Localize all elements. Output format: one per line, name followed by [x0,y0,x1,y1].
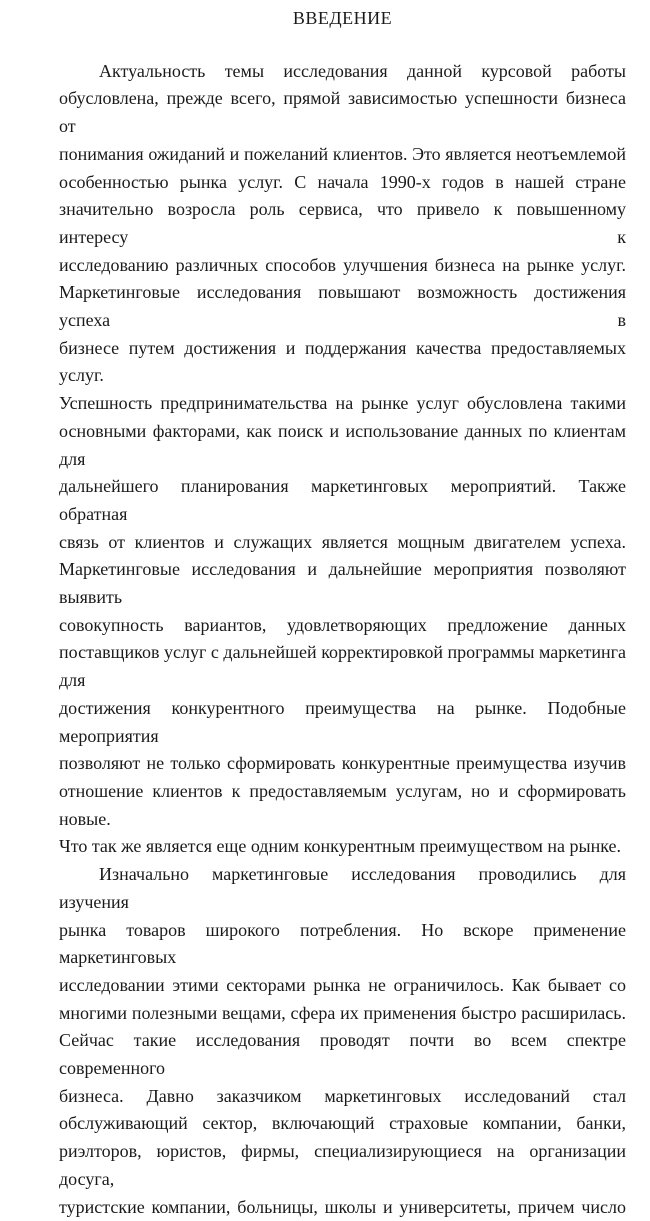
text-line: Маркетинговые исследования повышают возможность достижения успеха в [59,282,626,331]
text-line: исследовании этими секторами рынка не ограничилось. Как бывает со [59,974,626,995]
page-title: ВВЕДЕНИЕ [292,8,393,28]
document-body [59,58,626,1221]
text-line: многими полезными вещами, сфера их применения быстро расширилась. [59,1002,626,1023]
text-line: позволяют не только сформировать конкурентные преимущества изучив [59,753,626,774]
text-line: туристские компании, больницы, школы и университеты, причем число [59,1196,626,1217]
text-line: обусловлена, прежде всего, прямой зависимостью успешности бизнеса от [59,88,626,137]
text-line: исследованию различных способов улучшения бизнеса на рынке услуг. [59,254,626,275]
text-line: бизнеса. Давно заказчиком маркетинговых исследований стал [59,1085,626,1106]
text-line: Изначально маркетинговые исследования проводились для изучения [59,864,626,912]
text-line: поставщиков услуг с дальнейшей корректировкой программы маркетинга для [59,642,626,691]
text-line: основными факторами, как поиск и использование данных по клиентам для [59,420,626,469]
paragraph-2 [59,861,626,1221]
text-line: дальнейшего планирования маркетинговых мероприятий. Также обратная [59,476,626,524]
text-line: отношение клиентов к предоставляемым услугам, но и сформировать новые. [59,780,626,829]
text-line: значительно возросла роль сервиса, что привело к повышенному интересу к [59,199,626,247]
text-line: риэлторов, юристов, фирмы, специализирующиеся на организации досуга, [59,1141,626,1189]
text-line: Маркетинговые исследования и дальнейшие мероприятия позволяют выявить [59,559,626,608]
text-line: понимания ожиданий и пожеланий клиентов. Это является неотъемлемой [59,143,626,164]
text-line: Успешность предпринимательства на рынке услуг обусловлена такими [59,393,626,414]
text-line: Актуальность темы исследования данной курсовой работы [99,60,626,81]
text-line: обслуживающий сектор, включающий страховые компании, банки, [59,1113,626,1134]
text-line: бизнесе путем достижения и поддержания качества предоставляемых услуг. [59,337,626,386]
text-line: особенностью рынка услуг. С начала 1990-х годов в нашей стране [59,171,626,192]
paragraph-1 [59,58,626,861]
text-line: Что так же является еще одним конкурентным преимуществом на рынке. [59,836,622,857]
text-line: достижения конкурентного преимущества на рынке. Подобные мероприятия [59,697,626,746]
text-line: совокупность вариантов, удовлетворяющих предложение данных [59,614,626,635]
text-line: рынка товаров широкого потребления. Но вскоре применение маркетинговых [59,919,626,968]
text-line: связь от клиентов и служащих является мощным двигателем успеха. [59,531,626,552]
text-line: Сейчас такие исследования проводят почти во всем спектре современного [59,1030,626,1079]
